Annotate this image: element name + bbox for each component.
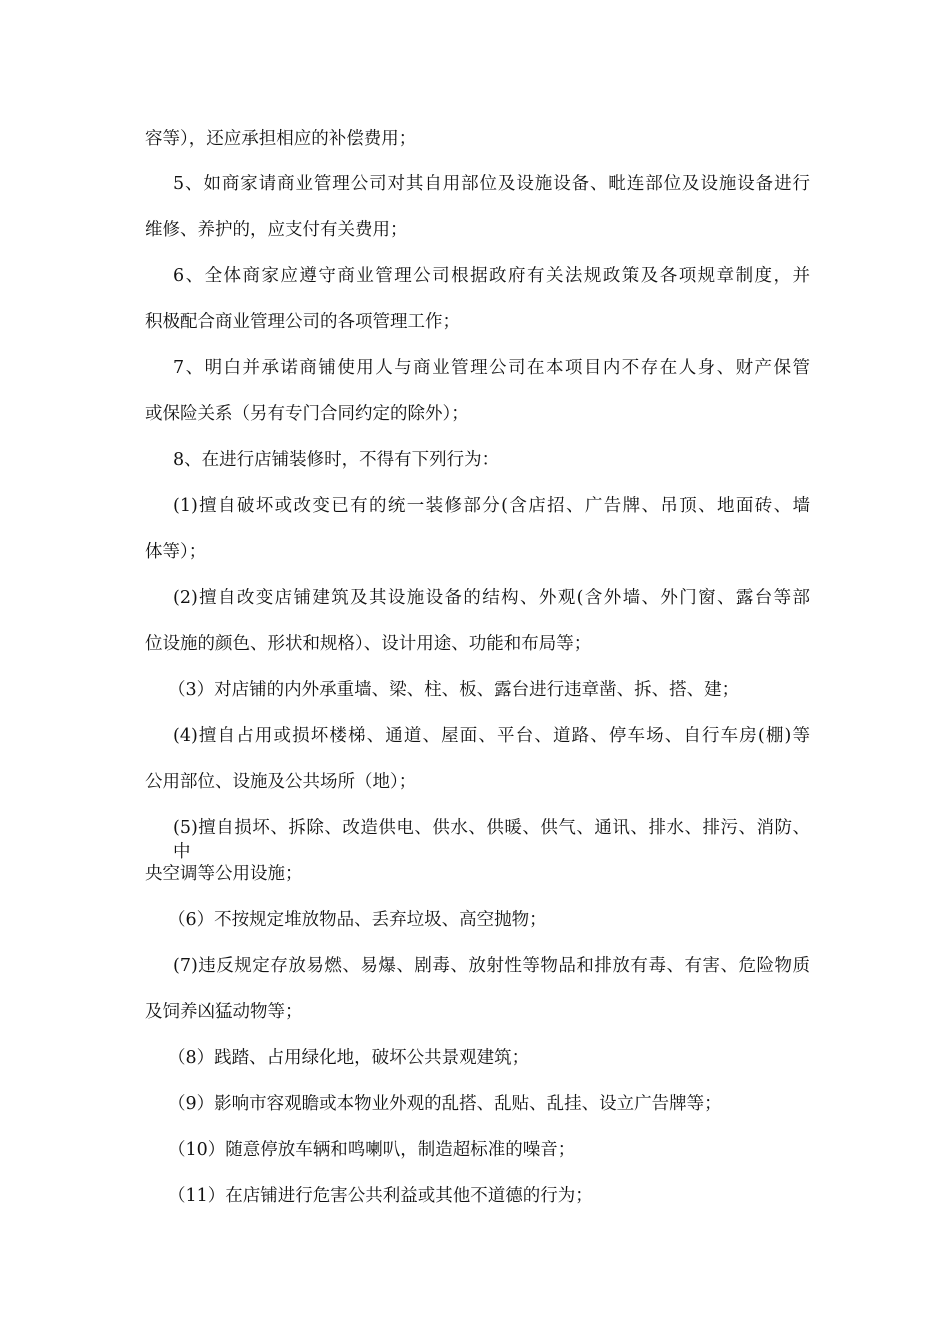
text-line: (2)擅自改变店铺建筑及其设施设备的结构、外观(含外墙、外门窗、露台等部 [173,588,810,608]
text-line: 容等），还应承担相应的补偿费用； [145,129,417,149]
text-line: (5)擅自损坏、拆除、改造供电、供水、供暖、供气、通讯、排水、排污、消防、中 [173,818,810,862]
text-line: 公用部位、设施及公共场所（地）； [145,772,417,792]
text-line: （6）不按规定堆放物品、丢弃垃圾、高空抛物； [168,910,547,930]
text-line: （8）践踏、占用绿化地，破坏公共景观建筑； [168,1048,530,1068]
text-line: 积极配合商业管理公司的各项管理工作； [145,312,460,332]
text-line: （11）在店铺进行危害公共利益或其他不道德的行为； [168,1186,593,1206]
text-line: 央空调等公用设施； [145,864,303,884]
text-line: 6、全体商家应遵守商业管理公司根据政府有关法规政策及各项规章制度，并 [173,266,810,286]
text-line: 8、在进行店铺装修时，不得有下列行为： [173,450,500,470]
text-line: (7)违反规定存放易燃、易爆、剧毒、放射性等物品和排放有毒、有害、危险物质 [173,956,810,976]
text-line: （3）对店铺的内外承重墙、梁、柱、板、露台进行违章凿、拆、搭、建； [168,680,740,700]
text-line: （9）影响市容观瞻或本物业外观的乱搭、乱贴、乱挂、设立广告牌等； [168,1094,722,1114]
text-line: （10）随意停放车辆和鸣喇叭，制造超标准的噪音； [168,1140,576,1160]
text-line: 体等）； [145,542,207,562]
text-line: 位设施的颜色、形状和规格）、设计用途、功能和布局等； [145,634,592,654]
text-line: 维修、养护的，应支付有关费用； [145,220,408,240]
text-line: 5、如商家请商业管理公司对其自用部位及设施设备、毗连部位及设施设备进行 [173,174,810,194]
text-line: (4)擅自占用或损坏楼梯、通道、屋面、平台、道路、停车场、自行车房(棚)等 [173,726,810,746]
text-line: 7、明白并承诺商铺使用人与商业管理公司在本项目内不存在人身、财产保管 [173,358,810,378]
text-line: 及饲养凶猛动物等； [145,1002,303,1022]
text-line: (1)擅自破坏或改变已有的统一装修部分(含店招、广告牌、吊顶、地面砖、墙 [173,496,810,516]
text-line: 或保险关系（另有专门合同约定的除外）； [145,404,469,424]
